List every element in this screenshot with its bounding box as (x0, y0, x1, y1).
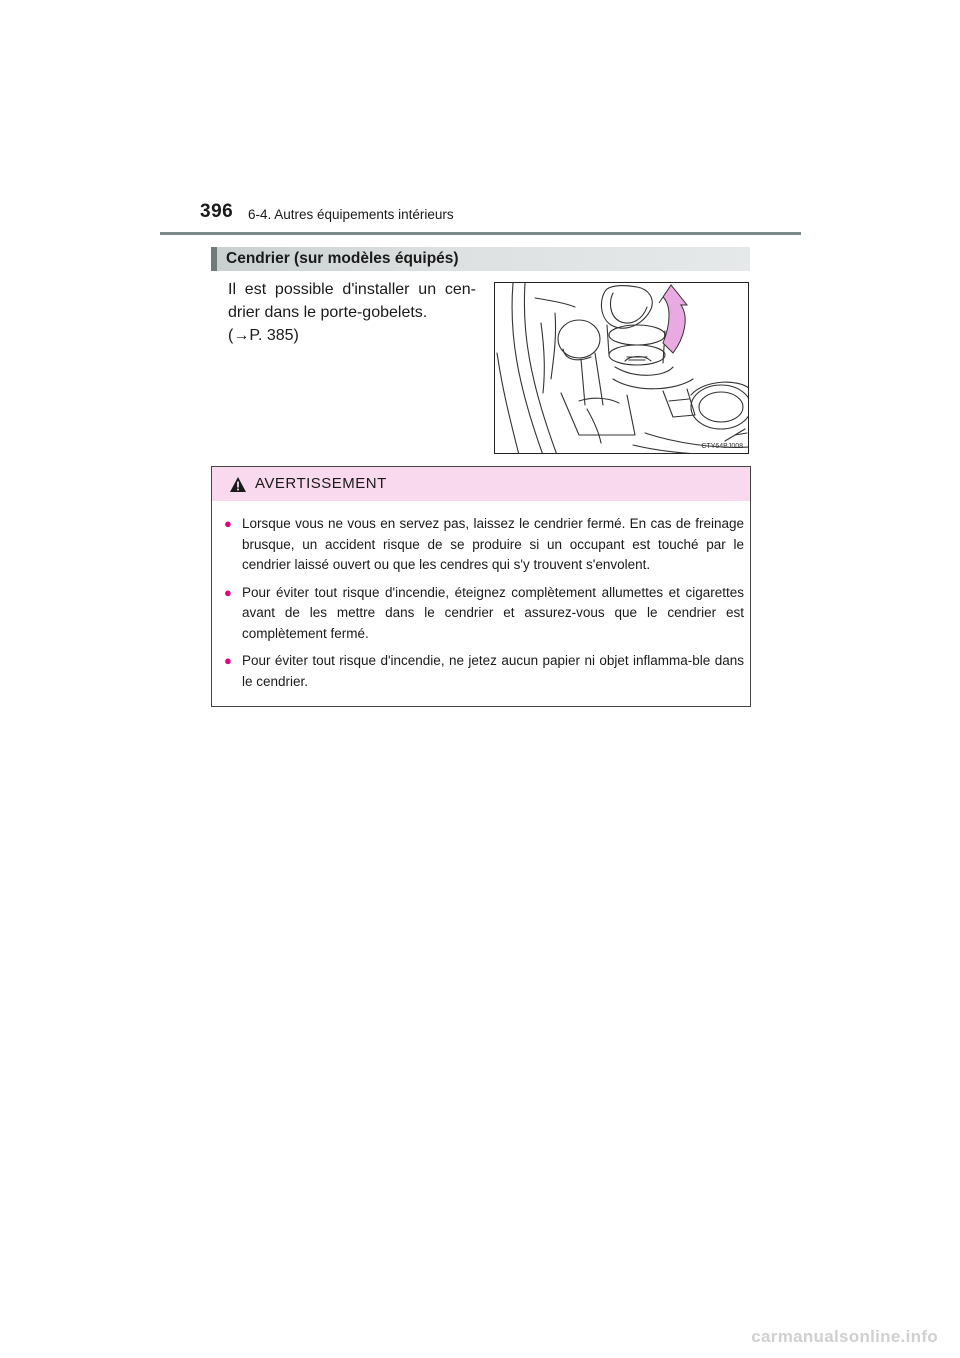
chapter-title: 6-4. Autres équipements intérieurs (248, 207, 454, 222)
bullet-icon: ● (224, 516, 232, 531)
intro-line-1: Il est possible d'installer un cen- (228, 281, 476, 298)
ashtray-drawing (495, 283, 749, 454)
warning-item (224, 583, 744, 645)
intro-line-2: drier dans le porte-gobelets. (228, 304, 428, 321)
page-number: 396 (200, 201, 234, 222)
footer-watermark[interactable]: carmanualsonline.info (751, 1327, 938, 1346)
intro-text (228, 278, 476, 347)
bullet-icon: ● (224, 653, 232, 668)
warning-item-text: Pour éviter tout risque d'incendie, éteignez complètement allumettes et cigarettes avant de les mettre dans le cendrier et assurez-vous que le cendrier est complètement fermé. (242, 584, 744, 641)
warning-item-text: Lorsque vous ne vous en servez pas, laissez le cendrier fermé. En cas de freinage brusque, un accident risque de se produire si un occupant est touché par le cendrier laissé ouvert ou que les cendres qui s'y trouvent s'envolent. (242, 516, 744, 572)
open-arrow-icon (659, 285, 687, 353)
section-heading-accent (211, 247, 217, 271)
warning-box (211, 466, 751, 707)
ashtray-illustration (494, 282, 749, 454)
section-heading (211, 247, 750, 271)
warning-item-text: Pour éviter tout risque d'incendie, ne jetez aucun papier ni objet inflamma-ble dans le cendrier. (242, 653, 744, 689)
warning-header (212, 467, 750, 501)
warning-list (224, 514, 744, 699)
header-rule (160, 232, 801, 235)
bullet-icon: ● (224, 584, 232, 600)
figure-code: CTY64BJ008 (701, 443, 743, 450)
warning-triangle-icon (229, 476, 247, 493)
warning-item (224, 651, 744, 692)
intro-page-reference: (→P. 385) (228, 327, 299, 344)
warning-label: AVERTISSEMENT (255, 475, 387, 492)
section-title: Cendrier (sur modèles équipés) (226, 250, 459, 267)
warning-item (224, 514, 744, 576)
